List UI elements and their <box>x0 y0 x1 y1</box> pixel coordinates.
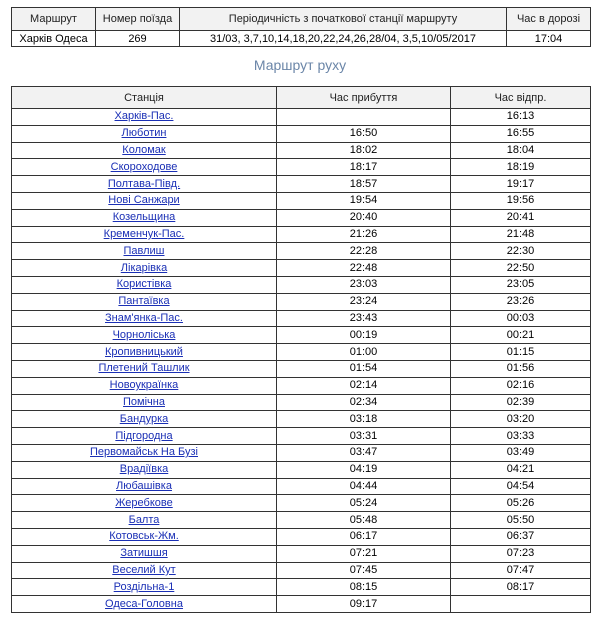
table-row <box>12 512 591 529</box>
arrival-time: 23:24 <box>277 293 451 310</box>
arrival-time: 16:50 <box>277 125 451 142</box>
arrival-time: 22:28 <box>277 243 451 260</box>
table-row <box>12 276 591 293</box>
station-cell <box>12 176 277 193</box>
station-link[interactable]: Роздільна-1 <box>113 580 175 593</box>
arrival-time: 20:40 <box>277 209 451 226</box>
table-row <box>12 209 591 226</box>
departure-time: 02:39 <box>451 394 591 411</box>
station-cell <box>12 327 277 344</box>
departure-time: 18:19 <box>451 159 591 176</box>
arrival-time: 02:34 <box>277 394 451 411</box>
station-cell <box>12 142 277 159</box>
station-cell <box>12 125 277 142</box>
station-link[interactable]: Пантаївка <box>118 295 170 308</box>
station-cell <box>12 411 277 428</box>
arrival-time: 22:48 <box>277 260 451 277</box>
arrival-time: 01:54 <box>277 360 451 377</box>
route-header-row <box>12 87 591 109</box>
table-row <box>12 142 591 159</box>
station-link[interactable]: Павлиш <box>123 244 165 257</box>
station-link[interactable]: Жеребкове <box>115 496 173 509</box>
departure-time: 19:56 <box>451 192 591 209</box>
station-cell <box>12 344 277 361</box>
station-link[interactable]: Веселий Кут <box>112 563 176 576</box>
station-link[interactable]: Врадіївка <box>119 463 169 476</box>
route-name: Харків Одеса <box>12 31 96 47</box>
departure-time: 02:16 <box>451 377 591 394</box>
departure-time: 03:20 <box>451 411 591 428</box>
departure-time: 22:50 <box>451 260 591 277</box>
table-row <box>12 377 591 394</box>
table-row <box>12 411 591 428</box>
station-cell <box>12 260 277 277</box>
summary-header-row <box>12 8 591 31</box>
departure-time: 03:33 <box>451 428 591 445</box>
station-cell <box>12 562 277 579</box>
departure-time: 04:54 <box>451 478 591 495</box>
arrival-time: 18:57 <box>277 176 451 193</box>
station-link[interactable]: Чорноліська <box>112 328 176 341</box>
table-row <box>12 394 591 411</box>
table-row <box>12 125 591 142</box>
station-cell <box>12 394 277 411</box>
departure-time: 06:37 <box>451 528 591 545</box>
arrival-time: 03:18 <box>277 411 451 428</box>
arrival-time: 18:02 <box>277 142 451 159</box>
header-route: Маршрут <box>12 8 96 31</box>
station-cell <box>12 209 277 226</box>
header-train-number: Номер поїзда <box>96 8 180 31</box>
arrival-time: 04:19 <box>277 461 451 478</box>
header-travel-time: Час в дорозі <box>507 8 591 31</box>
arrival-time: 04:44 <box>277 478 451 495</box>
table-row <box>12 545 591 562</box>
departure-time: 00:03 <box>451 310 591 327</box>
station-cell <box>12 293 277 310</box>
station-link[interactable]: Любашівка <box>116 479 172 492</box>
departure-time: 18:04 <box>451 142 591 159</box>
departure-time: 16:13 <box>451 109 591 126</box>
departure-time: 20:41 <box>451 209 591 226</box>
departure-time: 01:56 <box>451 360 591 377</box>
arrival-time: 09:17 <box>277 596 451 613</box>
arrival-time: 03:31 <box>277 428 451 445</box>
station-cell <box>12 276 277 293</box>
header-periodicity: Періодичність з початкової станції маршруту <box>180 8 507 31</box>
table-row <box>12 226 591 243</box>
station-cell <box>12 310 277 327</box>
station-cell <box>12 528 277 545</box>
summary-row <box>12 31 591 47</box>
departure-time: 05:26 <box>451 495 591 512</box>
table-row <box>12 478 591 495</box>
arrival-time: 01:00 <box>277 344 451 361</box>
station-link[interactable]: Полтава-Півд. <box>107 177 181 190</box>
station-link[interactable]: Бандурка <box>119 412 169 425</box>
station-cell <box>12 579 277 596</box>
station-cell <box>12 545 277 562</box>
station-link[interactable]: Коломак <box>122 143 166 156</box>
station-cell <box>12 461 277 478</box>
table-row <box>12 579 591 596</box>
arrival-time: 03:47 <box>277 444 451 461</box>
station-link[interactable]: Харків-Пас. <box>114 110 174 123</box>
departure-time <box>451 596 591 613</box>
departure-time: 19:17 <box>451 176 591 193</box>
table-row <box>12 461 591 478</box>
station-link[interactable]: Козельщина <box>112 211 176 224</box>
station-link[interactable]: Затишшя <box>120 547 168 560</box>
departure-time: 01:15 <box>451 344 591 361</box>
station-cell <box>12 444 277 461</box>
station-cell <box>12 596 277 613</box>
station-cell <box>12 226 277 243</box>
arrival-time: 07:21 <box>277 545 451 562</box>
header-arrival: Час прибуття <box>277 87 451 109</box>
station-cell <box>12 109 277 126</box>
train-summary-table <box>11 7 591 47</box>
table-row <box>12 109 591 126</box>
table-row <box>12 260 591 277</box>
arrival-time: 08:15 <box>277 579 451 596</box>
table-row <box>12 444 591 461</box>
train-number: 269 <box>96 31 180 47</box>
arrival-time: 07:45 <box>277 562 451 579</box>
table-row <box>12 293 591 310</box>
table-row <box>12 562 591 579</box>
table-row <box>12 327 591 344</box>
station-link[interactable]: Лікарівка <box>120 261 168 274</box>
departure-time: 22:30 <box>451 243 591 260</box>
station-cell <box>12 512 277 529</box>
station-cell <box>12 192 277 209</box>
arrival-time: 02:14 <box>277 377 451 394</box>
station-link[interactable]: Кременчук-Пас. <box>103 227 185 240</box>
departure-time: 08:17 <box>451 579 591 596</box>
table-row <box>12 596 591 613</box>
departure-time: 05:50 <box>451 512 591 529</box>
table-row <box>12 344 591 361</box>
arrival-time <box>277 109 451 126</box>
departure-time: 04:21 <box>451 461 591 478</box>
station-link[interactable]: Нові Санжари <box>108 194 180 207</box>
arrival-time: 00:19 <box>277 327 451 344</box>
table-row <box>12 243 591 260</box>
arrival-time: 05:24 <box>277 495 451 512</box>
departure-time: 07:47 <box>451 562 591 579</box>
station-cell <box>12 495 277 512</box>
table-row <box>12 176 591 193</box>
table-row <box>12 360 591 377</box>
station-link[interactable]: Кропивницький <box>105 345 183 358</box>
table-row <box>12 528 591 545</box>
departure-time: 23:05 <box>451 276 591 293</box>
departure-time: 07:23 <box>451 545 591 562</box>
departure-time: 16:55 <box>451 125 591 142</box>
station-cell <box>12 478 277 495</box>
arrival-time: 06:17 <box>277 528 451 545</box>
section-title: Маршрут руху <box>253 57 347 73</box>
departure-time: 23:26 <box>451 293 591 310</box>
station-link[interactable]: Скороходове <box>110 160 178 173</box>
table-row <box>12 192 591 209</box>
station-link[interactable]: Балта <box>128 513 160 526</box>
arrival-time: 05:48 <box>277 512 451 529</box>
arrival-time: 18:17 <box>277 159 451 176</box>
route-table <box>11 86 591 613</box>
periodicity: 31/03, 3,7,10,14,18,20,22,24,26,28/04, 3,5,10/05/2017 <box>180 31 507 47</box>
arrival-time: 21:26 <box>277 226 451 243</box>
header-departure: Час відпр. <box>451 87 591 109</box>
arrival-time: 19:54 <box>277 192 451 209</box>
table-row <box>12 159 591 176</box>
station-link[interactable]: Котовськ-Жм. <box>109 530 179 543</box>
station-link[interactable]: Знам'янка-Пас. <box>105 311 183 324</box>
departure-time: 00:21 <box>451 327 591 344</box>
station-link[interactable]: Новоукраїнка <box>109 379 179 392</box>
station-link[interactable]: Плетений Ташлик <box>98 362 190 375</box>
departure-time: 21:48 <box>451 226 591 243</box>
station-link[interactable]: Помічна <box>123 395 165 408</box>
table-row <box>12 310 591 327</box>
station-cell <box>12 159 277 176</box>
station-link[interactable]: Користівка <box>116 278 172 291</box>
station-link[interactable]: Одеса-Головна <box>105 597 183 610</box>
travel-time: 17:04 <box>507 31 591 47</box>
station-link[interactable]: Первомайськ На Бузі <box>90 446 198 459</box>
station-link[interactable]: Люботин <box>121 127 167 140</box>
table-row <box>12 428 591 445</box>
departure-time: 03:49 <box>451 444 591 461</box>
station-link[interactable]: Підгородна <box>115 429 173 442</box>
station-cell <box>12 428 277 445</box>
station-cell <box>12 377 277 394</box>
station-cell <box>12 360 277 377</box>
arrival-time: 23:43 <box>277 310 451 327</box>
station-cell <box>12 243 277 260</box>
header-station: Станція <box>12 87 277 109</box>
table-row <box>12 495 591 512</box>
arrival-time: 23:03 <box>277 276 451 293</box>
